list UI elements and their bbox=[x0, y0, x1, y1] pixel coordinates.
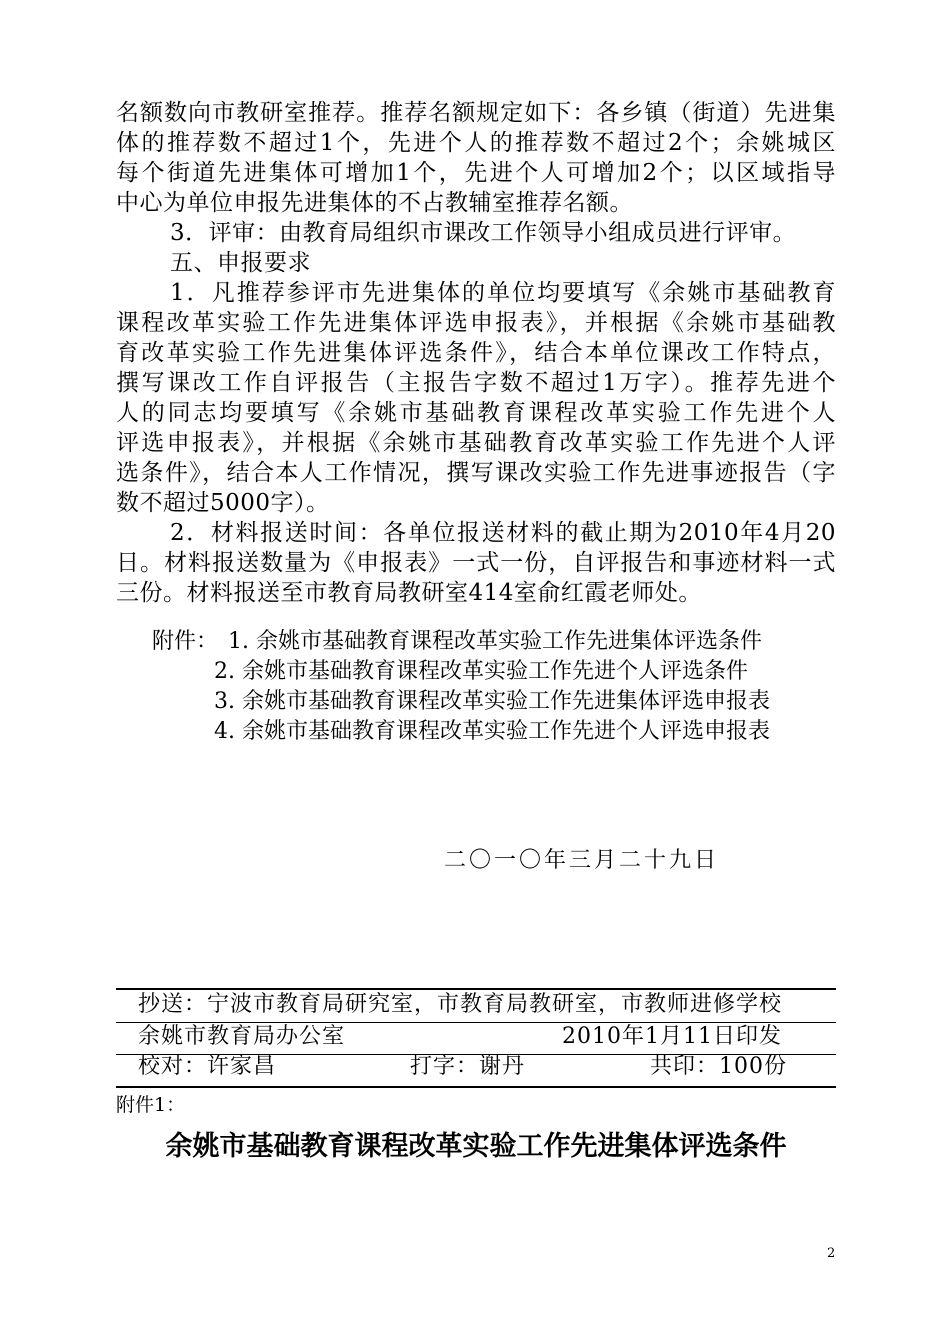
footer-copies: 共印：100份 bbox=[650, 1054, 787, 1079]
footer-typist: 打字：谢丹 bbox=[410, 1054, 526, 1079]
footer-issued: 2010年1月11日印发 bbox=[562, 1024, 782, 1049]
attachment-item: 1. 余姚市基础教育课程改革实验工作先进集体评选条件 bbox=[228, 629, 762, 654]
body-line: 三份。材料报送至市教育局教研室414室俞红霞老师处。 bbox=[116, 580, 702, 606]
body-line: 课程改革实验工作先进集体评选申报表》，并根据《余姚市基础教 bbox=[116, 310, 836, 336]
footer-cc: 抄送：宁波市教育局研究室，市教育局教研室，市教师进修学校 bbox=[138, 992, 783, 1017]
attachment1-label: 附件1： bbox=[116, 1094, 186, 1116]
body-line: 1．凡推荐参评市先进集体的单位均要填写《余姚市基础教育 bbox=[170, 280, 836, 306]
body-line: 评选申报表》，并根据《余姚市基础教育改革实验工作先进个人评 bbox=[116, 430, 836, 456]
section-heading: 五、申报要求 bbox=[170, 250, 311, 276]
body-line: 3．评审：由教育局组织市课改工作领导小组成员进行评审。 bbox=[170, 220, 797, 246]
footer-office: 余姚市教育局办公室 bbox=[138, 1024, 346, 1049]
attachment1-title: 余姚市基础教育课程改革实验工作先进集体评选条件 bbox=[165, 1131, 787, 1162]
page-number: 2 bbox=[827, 1246, 836, 1261]
attachment-label: 附件： bbox=[152, 629, 219, 654]
body-line: 每个街道先进集体可增加1个，先进个人可增加2个；以区域指导 bbox=[116, 160, 836, 186]
document-date: 二〇一〇年三月二十九日 bbox=[444, 848, 720, 873]
body-line: 选条件》，结合本人工作情况，撰写课改实验工作先进事迹报告（字 bbox=[116, 460, 836, 486]
body-line: 日。材料报送数量为《申报表》一式一份，自评报告和事迹材料一式 bbox=[116, 550, 836, 576]
body-line: 体的推荐数不超过1个，先进个人的推荐数不超过2个；余姚城区 bbox=[116, 130, 836, 156]
footer-proofread: 校对：许家昌 bbox=[138, 1054, 277, 1079]
body-line: 撰写课改工作自评报告（主报告字数不超过1万字）。推荐先进个 bbox=[116, 370, 836, 396]
footer-rule-bottom bbox=[116, 1086, 836, 1088]
body-line: 2．材料报送时间：各单位报送材料的截止期为2010年4月20 bbox=[170, 520, 836, 546]
body-line: 名额数向市教研室推荐。推荐名额规定如下：各乡镇（街道）先进集 bbox=[116, 100, 836, 126]
body-line: 数不超过5000字）。 bbox=[116, 490, 330, 516]
attachment-item: 3. 余姚市基础教育课程改革实验工作先进集体评选申报表 bbox=[214, 689, 770, 714]
body-line: 人的同志均要填写《余姚市基础教育课程改革实验工作先进个人 bbox=[116, 400, 836, 426]
attachment-item: 4. 余姚市基础教育课程改革实验工作先进个人评选申报表 bbox=[214, 719, 770, 744]
body-line: 育改革实验工作先进集体评选条件》，结合本单位课改工作特点， bbox=[116, 340, 836, 366]
attachment-item: 2. 余姚市基础教育课程改革实验工作先进个人评选条件 bbox=[214, 659, 748, 684]
body-line: 中心为单位申报先进集体的不占教辅室推荐名额。 bbox=[116, 190, 633, 216]
